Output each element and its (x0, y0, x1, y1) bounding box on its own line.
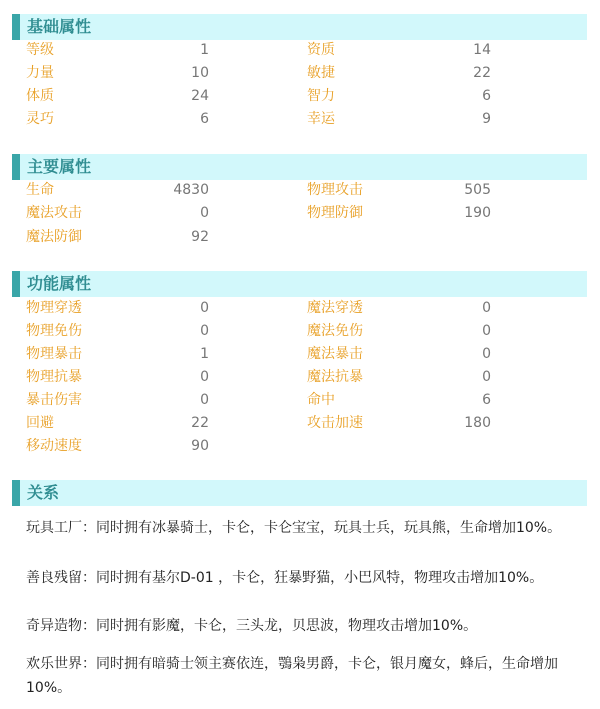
attr-label: 物理穿透 (26, 300, 82, 316)
attr-label: 物理抗暴 (26, 369, 82, 385)
section-title-main: 主要属性 (27, 157, 92, 176)
attr-value: 6 (482, 392, 491, 408)
attr-label: 攻击加速 (307, 415, 363, 431)
section-title-basic: 基础属性 (27, 17, 92, 36)
attr-label: 移动速度 (26, 438, 82, 454)
attr-label: 命中 (307, 392, 335, 408)
attr-value: 4830 (173, 182, 209, 198)
attr-label: 魔法攻击 (26, 205, 82, 221)
attr-value: 9 (482, 111, 491, 127)
attr-value: 1 (200, 42, 209, 58)
relation-item: 玩具工厂：同时拥有冰暴骑士，卡仑，卡仑宝宝，玩具士兵，玩具熊，生命增加10%。 (26, 520, 562, 536)
attr-label: 体质 (26, 88, 54, 104)
attr-label: 生命 (26, 182, 54, 198)
attr-value: 505 (464, 182, 491, 198)
attr-value: 0 (200, 300, 209, 316)
section-title-relations: 关系 (27, 483, 60, 502)
relation-item: 欢乐世界：同时拥有暗骑士领主赛依连，鶚枭男爵，卡仑，银月魔女，蜂后，生命增加10%。 (26, 656, 558, 696)
attr-label: 魔法暴击 (307, 346, 363, 362)
attr-label: 魔法抗暴 (307, 369, 363, 385)
attr-value: 0 (482, 323, 491, 339)
attr-value: 6 (200, 111, 209, 127)
attr-value: 0 (482, 300, 491, 316)
attr-value: 92 (191, 229, 209, 245)
attr-label: 魔法防御 (26, 229, 82, 245)
attr-label: 等级 (26, 42, 54, 58)
attr-label: 幸运 (307, 111, 335, 127)
attr-label: 资质 (307, 42, 335, 58)
section-header-basic (12, 14, 587, 40)
attr-value: 10 (191, 65, 209, 81)
attr-value: 90 (191, 438, 209, 454)
attr-label: 物理防御 (307, 205, 363, 221)
attr-label: 敏捷 (307, 65, 335, 81)
attr-value: 0 (200, 392, 209, 408)
attr-label: 魔法穿透 (307, 300, 363, 316)
attr-label: 力量 (26, 65, 54, 81)
attr-label: 物理暴击 (26, 346, 82, 362)
attr-value: 0 (482, 346, 491, 362)
attr-value: 22 (473, 65, 491, 81)
attr-value: 6 (482, 88, 491, 104)
attr-value: 0 (200, 205, 209, 221)
attr-value: 0 (200, 323, 209, 339)
section-title-func: 功能属性 (27, 274, 92, 293)
attr-value: 1 (200, 346, 209, 362)
relation-item: 善良残留：同时拥有基尔D-01 ，卡仑，狂暴野猫，小巴风特，物理攻击增加10%。 (26, 570, 544, 586)
section-header-func (12, 271, 587, 297)
attr-label: 物理攻击 (307, 182, 363, 198)
section-header-main (12, 154, 587, 180)
attr-label: 回避 (26, 415, 54, 431)
attr-label: 灵巧 (26, 111, 54, 127)
attr-value: 22 (191, 415, 209, 431)
attr-label: 物理免伤 (26, 323, 82, 339)
relation-item: 奇异造物：同时拥有影魔，卡仑，三头龙，贝思波，物理攻击增加10%。 (26, 618, 478, 634)
section-header-relations (12, 480, 587, 506)
attr-label: 智力 (307, 88, 335, 104)
attr-label: 暴击伤害 (26, 392, 82, 408)
attr-label: 魔法免伤 (307, 323, 363, 339)
attr-value: 0 (200, 369, 209, 385)
attr-value: 14 (473, 42, 491, 58)
attr-value: 24 (191, 88, 209, 104)
attr-value: 180 (464, 415, 491, 431)
attr-value: 0 (482, 369, 491, 385)
attr-value: 190 (464, 205, 491, 221)
